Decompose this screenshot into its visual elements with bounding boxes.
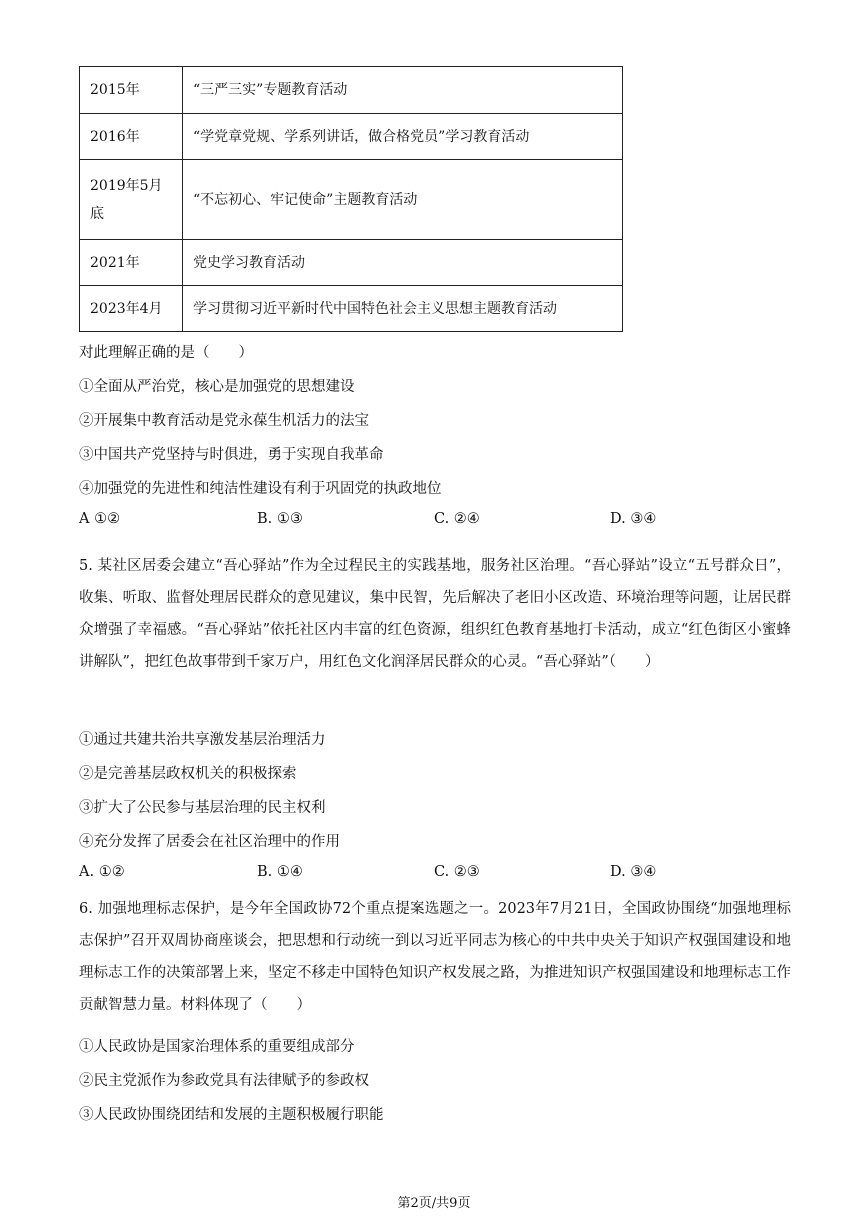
event-cell: 学习贯彻习近平新时代中国特色社会主义思想主题教育活动 [183, 286, 623, 332]
q4-statement: ①全面从严治党，核心是加强党的思想建设 [79, 379, 355, 395]
event-cell: “学党章党规、学系列讲话，做合格党员”学习教育活动 [183, 114, 623, 160]
timeline-table [79, 66, 623, 332]
table-row [80, 240, 623, 286]
event-cell: “不忘初心、牢记使命”主题教育活动 [183, 160, 623, 240]
year-cell: 2019年5月底 [80, 160, 183, 240]
option-b[interactable]: B. ①④ [257, 864, 303, 880]
option-a[interactable]: A ①② [79, 511, 121, 527]
option-b[interactable]: B. ①③ [257, 511, 303, 527]
page-footer: 第2页/共9页 [397, 1196, 471, 1211]
option-d[interactable]: D. ③④ [610, 864, 657, 880]
table-row [80, 67, 623, 114]
table-row [80, 114, 623, 160]
year-cell: 2021年 [80, 240, 183, 286]
q4-options [79, 511, 699, 533]
event-cell: 党史学习教育活动 [183, 240, 623, 286]
q5-statement: ①通过共建共治共享激发基层治理活力 [79, 732, 326, 748]
table-row [80, 160, 623, 240]
year-cell: 2023年4月 [80, 286, 183, 332]
q4-statement: ④加强党的先进性和纯洁性建设有利于巩固党的执政地位 [79, 481, 442, 497]
q5-statement: ④充分发挥了居委会在社区治理中的作用 [79, 834, 340, 850]
q6-stem: 6. 加强地理标志保护，是今年全国政协72个重点提案选题之一。2023年7月21日，全国政协围绕“加强地理标志保护”召开双周协商座谈会，把思想和行动统一到以习近平同志为核心的中共中央关于知识产权强国建设和地理标志工作的决策部署上来，坚定不移走中国特色知识产权发展之路，为推进知识产权强国建设和地理标志工作贡献智慧力量。材料体现了（ ） [79, 901, 791, 1013]
q5-stem: 5. 某社区居委会建立“吾心驿站”作为全过程民主的实践基地，服务社区治理。“吾心驿站”设立“五号群众日”，收集、听取、监督处理居民群众的意见建议，集中民智，先后解决了老旧小区改造、环境治理等问题，让居民群众增强了幸福感。“吾心驿站”依托社区内丰富的红色资源，组织红色教育基地打卡活动，成立“红色街区小蜜蜂讲解队”，把红色故事带到千家万户，用红色文化润泽居民群众的心灵。“吾心驿站”（ ） [79, 558, 791, 670]
q4-stem: 对此理解正确的是（ ） [79, 345, 253, 361]
year-cell: 2015年 [80, 67, 183, 114]
q6-statement: ②民主党派作为参政党具有法律赋予的参政权 [79, 1073, 369, 1089]
q6-statement: ③人民政协围绕团结和发展的主题积极履行职能 [79, 1107, 384, 1123]
table-row [80, 286, 623, 332]
q4-statement: ③中国共产党坚持与时俱进，勇于实现自我革命 [79, 447, 384, 463]
q5-options [79, 864, 699, 886]
q5-statement: ②是完善基层政权机关的积极探索 [79, 766, 297, 782]
year-cell: 2016年 [80, 114, 183, 160]
q4-statement: ②开展集中教育活动是党永葆生机活力的法宝 [79, 413, 369, 429]
event-cell: “三严三实”专题教育活动 [183, 67, 623, 114]
option-d[interactable]: D. ③④ [610, 511, 657, 527]
q6-statement: ①人民政协是国家治理体系的重要组成部分 [79, 1039, 355, 1055]
option-c[interactable]: C. ②④ [434, 511, 480, 527]
q5-statement: ③扩大了公民参与基层治理的民主权利 [79, 800, 326, 816]
option-c[interactable]: C. ②③ [434, 864, 480, 880]
option-a[interactable]: A. ①② [79, 864, 125, 880]
